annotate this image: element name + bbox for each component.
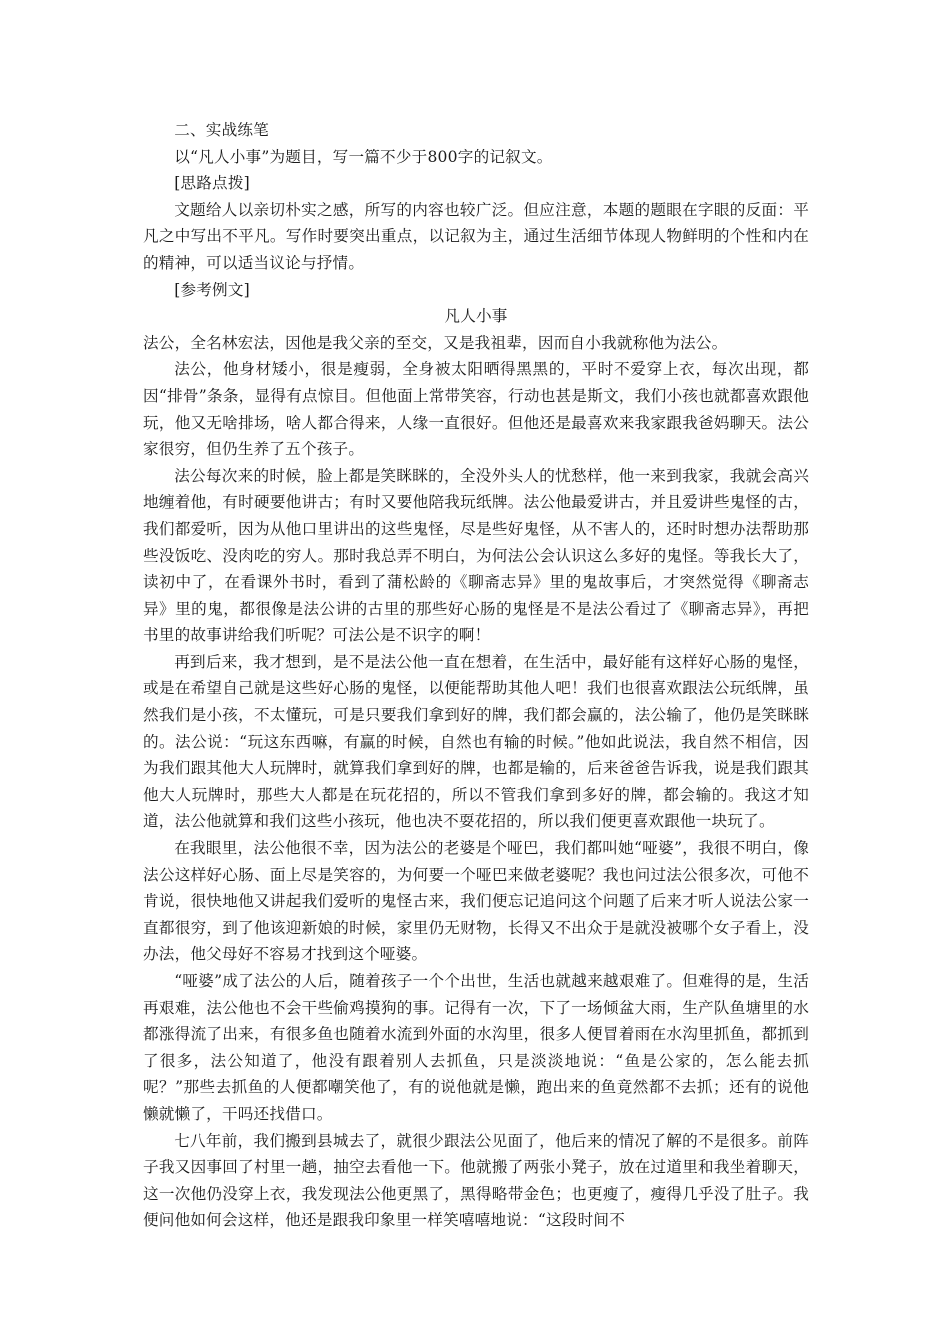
essay-title: 凡人小事 <box>444 307 508 326</box>
hint-heading: [思路点拨] <box>174 174 250 193</box>
section-heading: 二、实战练笔 <box>174 121 269 139</box>
essay-paragraph: 再到后来，我才想到，是不是法公他一直在想着，在生活中，最好能有这样好心肠的鬼怪，或是在希望自己就是这些好心肠的鬼怪，以便能帮助其他人吧！我们也很喜欢跟法公玩纸牌，虽然我们是小孩，不太懂玩，可是只要我们拿到好的牌，我们都会赢的，法公输了，他仍是笑眯眯的。法公说：“玩这东西嘛，有赢的时候，自然也有输的时候。”他如此说法，我自然不相信，因为我们跟其他大人玩牌时，就算我们拿到好的牌，也都是输的，后来爸爸告诉我，说是我们跟其他大人玩牌时，那些大人都是在玩花招的，所以不管我们拿到多好的牌，都会输的。我这才知道，法公他就算和我们这些小孩玩，他也决不耍花招的，所以我们便更喜欢跟他一块玩了。 <box>143 652 809 831</box>
essay-paragraph: 法公，他身材矮小，很是瘦弱，全身被太阳晒得黑黑的，平时不爱穿上衣，每次出现，都因“排骨”条条，显得有点惊目。但他面上常带笑容，行动也甚是斯文，我们小孩也就都喜欢跟他玩，他又无啥排场，啥人都合得来，人缘一直很好。但他还是最喜欢来我家跟我爸妈聊天。法公家很穷，但仍生养了五个孩子。 <box>143 360 809 459</box>
essay-paragraph: 法公每次来的时候，脸上都是笑眯眯的，全没外头人的忧愁样，他一来到我家，我就会高兴地缠着他，有时硬要他讲古；有时又要他陪我玩纸牌。法公他最爱讲古，并且爱讲些鬼怪的古，我们都爱听，因为从他口里讲出的这些鬼怪，尽是些好鬼怪，从不害人的，还时时想办法帮助那些没饭吃、没肉吃的穷人。那时我总弄不明白，为何法公会认识这么多好的鬼怪。等我长大了，读初中了，在看课外书时，看到了蒲松龄的《聊斋志异》里的鬼故事后，才突然觉得《聊斋志异》里的鬼，都很像是法公讲的古里的那些好心肠的鬼怪是不是法公看过了《聊斋志异》，再把书里的故事讲给我们听呢？可法公是不识字的啊！ <box>143 466 809 645</box>
document-body <box>143 117 809 1234</box>
essay-paragraph: “哑婆”成了法公的人后，随着孩子一个个出世，生活也就越来越艰难了。但难得的是，生活再艰难，法公他也不会干些偷鸡摸狗的事。记得有一次，下了一场倾盆大雨，生产队鱼塘里的水都涨得流了出来，有很多鱼也随着水流到外面的水沟里，很多人便冒着雨在水沟里抓鱼，都抓到了很多，法公知道了，他没有跟着别人去抓鱼，只是淡淡地说：“鱼是公家的，怎么能去抓呢？”那些去抓鱼的人便都嘲笑他了，有的说他就是懒，跑出来的鱼竟然都不去抓；还有的说他懒就懒了，干吗还找借口。 <box>143 972 809 1123</box>
essay-paragraph: 在我眼里，法公他很不幸，因为法公的老婆是个哑巴，我们都叫她“哑婆”，我很不明白，像法公这样好心肠、面上尽是笑容的，为何要一个哑巴来做老婆呢？我也问过法公很多次，可他不肯说，很快地他又讲起我们爱听的鬼怪古来，我们便忘记追问这个问题了后来才听人说法公家一直都很穷，到了他该迎新娘的时候，家里仍无财物，长得又不出众于是就没被哪个女子看上，没办法，他父母好不容易才找到这个哑婆。 <box>143 839 809 964</box>
sample-heading: [参考例文] <box>174 280 250 299</box>
essay-paragraph: 法公，全名林宏法，因他是我父亲的至交，又是我祖辈，因而自小我就称他为法公。 <box>143 333 728 352</box>
essay-paragraph: 七八年前，我们搬到县城去了，就很少跟法公见面了，他后来的情况了解的不是很多。前阵子我又因事回了村里一趟，抽空去看他一下。他就搬了两张小凳子，放在过道里和我坐着聊天，这一次他仍没穿上衣，我发现法公他更黑了，黑得略带金色；也更瘦了，瘦得几乎没了肚子。我便问他如何会这样，他还是跟我印象里一样笑嘻嘻地说：“这段时间不 <box>143 1131 809 1230</box>
hint-paragraph: 文题给人以亲切朴实之感，所写的内容也较广泛。但应注意，本题的题眼在字眼的反面：平凡之中写出不平凡。写作时要突出重点，以记叙为主，通过生活细节体现人物鲜明的个性和内在的精神，可以适当议论与抒情。 <box>143 200 809 272</box>
writing-prompt: 以“凡人小事”为题目，写一篇不少于800字的记叙文。 <box>174 147 553 166</box>
